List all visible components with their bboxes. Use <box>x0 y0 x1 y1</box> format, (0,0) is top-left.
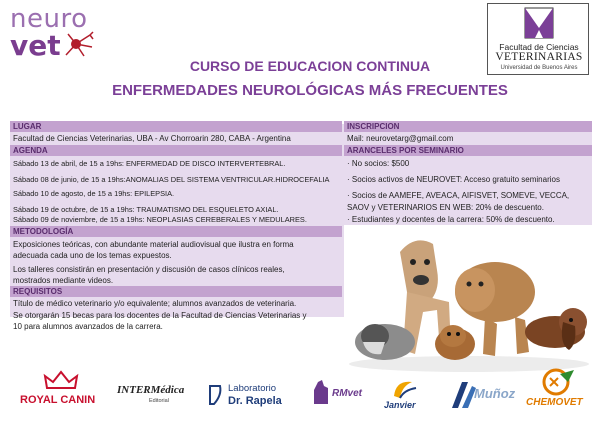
rmvet-logo <box>310 378 364 410</box>
inscripcion-email: Mail: neurovetarg@gmail.com <box>347 134 454 143</box>
metodologia-line: adecuada cada uno de los temas expuestos. <box>13 251 172 260</box>
intermedica-logo <box>117 384 197 410</box>
janvier-logo <box>384 378 442 412</box>
metodologia-header: METODOLOGÍA <box>10 226 342 237</box>
neurovet-logo <box>10 4 120 62</box>
rmvet-text: RMvet <box>332 388 363 399</box>
faculty-line-2: VETERINARIAS <box>495 51 583 63</box>
chemovet-text: CHEMOVET <box>526 397 583 408</box>
chemovet-logo <box>526 368 594 412</box>
faculty-emblem-icon <box>488 4 590 44</box>
neuron-icon <box>54 31 94 57</box>
aranceles-header: ARANCELES POR SEMINARIO <box>344 145 592 156</box>
requisitos-line: 10 para alumnos avanzados de la carrera. <box>13 322 163 331</box>
course-subtitle: ENFERMEDADES NEUROLÓGICAS MÁS FRECUENTES <box>112 82 508 99</box>
arancel-item: · No socios: $500 <box>347 159 410 168</box>
agenda-item: Sábado 09 de noviembre, de 15 a 19hs: NEOPLASIAS CEREBERALES Y MEDULARES. <box>13 215 307 224</box>
requisitos-header: REQUISITOS <box>10 286 342 297</box>
metodologia-line: mostrados mediante videos. <box>13 276 114 285</box>
rapela-text: Dr. Rapela <box>228 395 282 407</box>
agenda-item: Sábado 08 de junio, de 15 a 19hs:ANOMALIAS DEL SISTEMA VENTRICULAR.HIDROCEFALIA <box>13 175 330 184</box>
agenda-item: Sábado 13 de abril, de 15 a 19hs: ENFERMEDAD DE DISCO INTERVERTEBRAL. <box>13 159 286 168</box>
arancel-item: · Estudiantes y docentes de la carrera: 50% de descuento. <box>347 215 555 224</box>
janvier-text: Janvier <box>384 400 416 410</box>
munoz-text: Muñoz <box>474 386 516 401</box>
laboratorio-rapela-logo <box>208 382 304 410</box>
chemovet-emblem-icon <box>538 368 578 396</box>
dogs-photo <box>345 232 593 372</box>
faculty-line-3: Universidad de Buenos Aires <box>500 65 578 71</box>
agenda-item: Sábado 10 de agosto, de 15 a 19hs: EPILEPSIA. <box>13 189 175 198</box>
crown-icon <box>43 370 79 390</box>
royal-canin-text: ROYAL CANIN <box>20 394 96 406</box>
metodologia-line: Los talleres consistirán en presentación y discusión de casos clínicos reales, <box>13 265 285 274</box>
munoz-logo <box>448 380 520 410</box>
intermedica-text: INTERMédica <box>117 384 185 396</box>
laboratorio-text: Laboratorio <box>228 383 277 394</box>
dog-silhouette-icon <box>310 378 332 406</box>
arancel-item: · Socios de AAMEFE, AVEACA, AIFISVET, SOMEVE, VECCA, <box>347 191 570 200</box>
logo-line-1: neuro <box>10 4 88 34</box>
agenda-header: AGENDA <box>10 145 342 156</box>
agenda-item: Sábado 19 de octubre, de 15 a 19hs: TRAUMATISMO DEL ESQUELETO AXIAL. <box>13 205 279 214</box>
intermedica-sub: Editorial <box>149 398 169 404</box>
inscripcion-header: INSCRIPCION <box>344 121 592 132</box>
faculty-line-1: Facultad de Ciencias <box>499 42 579 52</box>
course-title: CURSO DE EDUCACION CONTINUA <box>189 58 431 74</box>
arancel-item: · Socios activos de NEUROVET: Acceso gratuito seminarios <box>347 175 560 184</box>
arancel-item: SAOV y VETERINARIOS EN WEB: 20% de descuento. <box>347 203 544 212</box>
logo-line-2: vet <box>10 29 61 62</box>
janvier-swoosh-icon <box>390 378 420 400</box>
lugar-text: Facultad de Ciencias Veterinarias, UBA - Av Chorroarin 280, CABA - Argentina <box>13 134 291 143</box>
requisitos-line: Se otorgarán 15 becas para los docentes de la Facultad de Ciencias Veterinarias y <box>13 311 307 320</box>
requisitos-line: Título de médico veterinario y/o equivalente; alumnos avanzados de veterinaria. <box>13 299 297 308</box>
royal-canin-logo <box>20 370 102 412</box>
rapela-emblem-icon <box>208 384 224 406</box>
metodologia-line: Exposiciones teóricas, con abundante material audiovisual que ilustra en forma <box>13 240 294 249</box>
lugar-header: LUGAR <box>10 121 342 132</box>
